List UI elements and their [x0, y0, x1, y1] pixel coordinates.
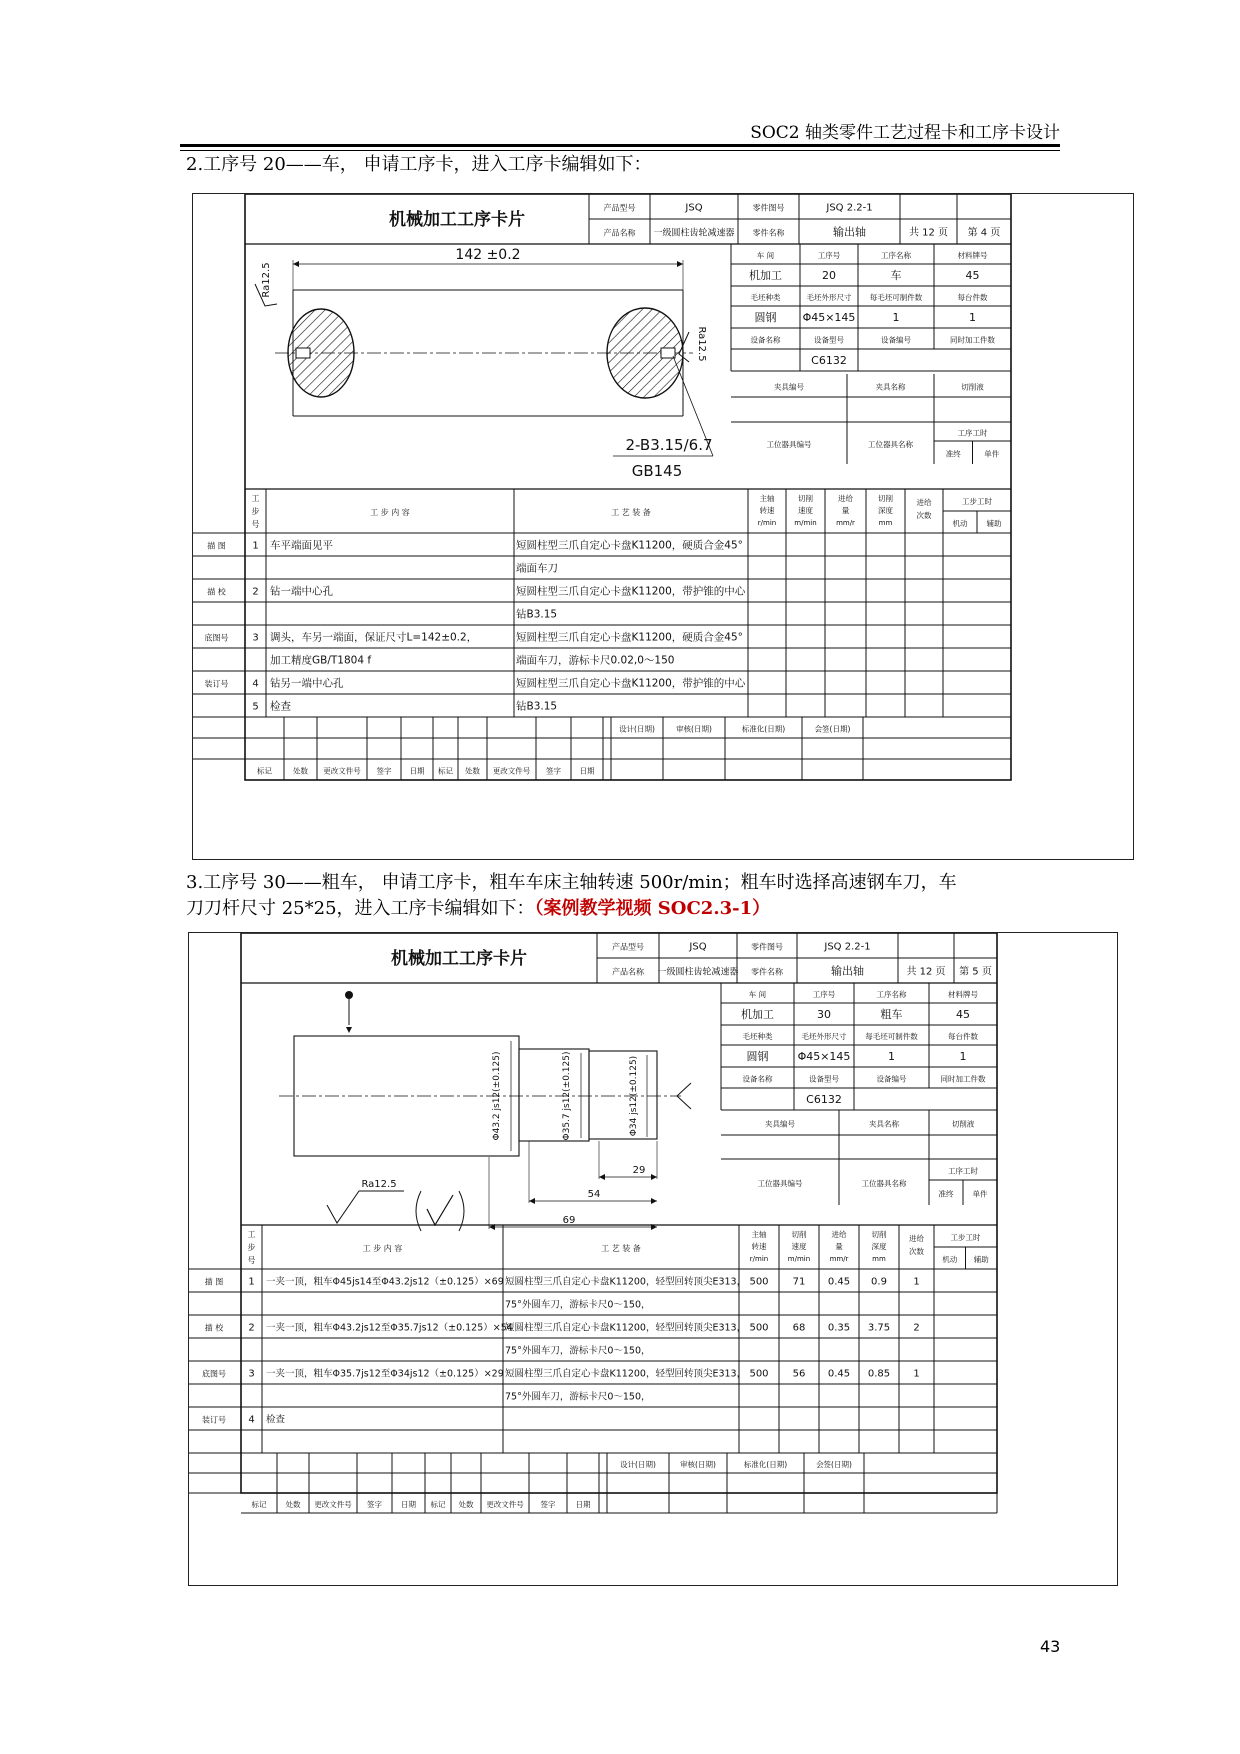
- label-station-name: 工位器具名称: [861, 1179, 907, 1188]
- center-hole-left: [296, 348, 310, 358]
- step-param: 500: [749, 1368, 769, 1380]
- step-segment-2: [519, 1049, 589, 1141]
- intro-op30-line2: [186, 896, 770, 922]
- step-number: 4: [252, 678, 259, 690]
- step-number: 1: [252, 540, 259, 552]
- step-param: 0.35: [827, 1322, 851, 1334]
- side-label: 底图号: [202, 1369, 226, 1379]
- footer-label: 日期: [579, 766, 595, 776]
- step-param: 0.9: [871, 1276, 887, 1288]
- footer-approval: 审核(日期): [676, 724, 712, 734]
- step-content: 车平端面见平: [270, 539, 333, 552]
- label-param: 量: [835, 1242, 843, 1251]
- side-label: 装订号: [202, 1415, 226, 1425]
- label-param-unit: m/min: [787, 1255, 811, 1263]
- step-content: 一夹一顶，粗车Φ45js14至Φ43.2js12（±0.125）×69: [266, 1276, 504, 1288]
- label-param: 切削: [878, 494, 893, 503]
- panel-cell: 圆钢: [746, 1050, 769, 1063]
- panel-cell: 1: [969, 311, 976, 324]
- roughness-text: Ra12.5: [361, 1179, 397, 1190]
- footer-approval: 标准化(日期): [743, 1460, 788, 1469]
- label-unit: 单件: [984, 449, 1000, 459]
- label-part-drawing: 零件图号: [752, 203, 785, 213]
- step-param: 500: [749, 1322, 769, 1334]
- value-equip-model: C6132: [806, 1093, 842, 1106]
- label-param-unit: r/min: [757, 519, 777, 527]
- card-op20-svg: [193, 194, 1133, 859]
- label-param: 深度: [878, 506, 893, 515]
- header-rule-thick: [180, 144, 1060, 147]
- label-param: 速度: [791, 1242, 807, 1251]
- value-product-model: JSQ: [689, 941, 707, 953]
- dim-arrow: [651, 1198, 657, 1204]
- dim-len3-text: 29: [632, 1165, 646, 1176]
- step-tooling: 75°外圆车刀，游标卡尺0～150，: [505, 1299, 651, 1311]
- panel-cell: 1: [892, 311, 900, 324]
- label-tooling: 工 艺 装 备: [611, 508, 651, 517]
- panel-cell: 工序号: [817, 251, 841, 260]
- step-tooling: 短圆柱型三爪自定心卡盘K11200，硬质合金45°: [516, 539, 743, 552]
- step-content: 钻另一端中心孔: [270, 677, 344, 690]
- value-page: 第 4 页: [967, 227, 1001, 239]
- label-part-drawing: 零件图号: [751, 942, 783, 952]
- footer-approval: 设计(日期): [620, 1460, 656, 1469]
- footer-approval: 标准化(日期): [741, 724, 786, 734]
- card-title: 机械加工工序卡片: [391, 949, 527, 969]
- dim-arrow-right: [677, 261, 683, 267]
- label-param: 切削: [871, 1230, 887, 1239]
- label-param-unit: mm: [878, 519, 893, 527]
- value-equip-model: C6132: [811, 354, 847, 367]
- panel-cell: 30: [817, 1008, 831, 1021]
- label-unit: 单件: [972, 1189, 988, 1199]
- label-coolant: 切削液: [961, 382, 984, 392]
- panel-cell: 机加工: [749, 269, 782, 282]
- panel-cell: 毛坯种类: [750, 293, 781, 302]
- footer-label: 处数: [293, 766, 308, 776]
- step-content: 检查: [270, 700, 291, 713]
- panel-cell: 毛坯种类: [742, 1032, 773, 1041]
- label-param-unit: m/min: [794, 519, 817, 527]
- panel-cell: 粗车: [880, 1008, 903, 1021]
- panel-cell: 毛坯外形尺寸: [801, 1032, 847, 1041]
- panel-cell: Φ45×145: [802, 311, 856, 324]
- panel-cell: 圆钢: [754, 311, 777, 324]
- footer-label: 日期: [401, 1500, 416, 1509]
- dim-dia2-text: Φ35.7 js12(±0.125): [562, 1051, 572, 1141]
- step-tooling: 短圆柱型三爪自定心卡盘K11200，硬质合金45°: [516, 631, 743, 644]
- step-param: 71: [792, 1276, 806, 1288]
- side-label: 描 图: [204, 1277, 224, 1287]
- label-prep: 准终: [938, 1189, 954, 1199]
- step-content: 一夹一顶，粗车Φ43.2js12至Φ35.7js12（±0.125）×54: [266, 1322, 513, 1334]
- label-param: 切削: [791, 1230, 807, 1239]
- label-step-no: 步: [247, 1243, 256, 1252]
- label-part-name: 零件名称: [752, 228, 785, 238]
- force-arrow: [346, 1027, 352, 1033]
- label-op-time: 工序工时: [948, 1166, 978, 1176]
- label-product-name: 产品名称: [603, 228, 636, 238]
- label-step-no: 工: [247, 1230, 256, 1239]
- label-param: 速度: [798, 506, 813, 515]
- panel-cell: 设备名称: [750, 335, 781, 345]
- dimension-text-length: 142 ±0.2: [455, 247, 521, 263]
- label-machine: 机动: [952, 519, 968, 528]
- panel-cell: 45: [956, 1008, 970, 1021]
- label-passes: 进给: [916, 498, 932, 507]
- step-param: 500: [749, 1276, 769, 1288]
- label-product-name: 产品名称: [612, 967, 644, 977]
- step-param: 1: [913, 1276, 920, 1288]
- dim-dia3-text: Φ34 js12(±0.125): [629, 1055, 639, 1137]
- label-part-name: 零件名称: [751, 967, 783, 977]
- footer-approval: 审核(日期): [680, 1460, 716, 1469]
- label-param: 切削: [798, 494, 813, 503]
- panel-cell: 1: [959, 1050, 967, 1063]
- step-content: 调头，车另一端面，保证尺寸L=142±0.2，: [270, 631, 478, 644]
- label-tooling: 工 艺 装 备: [601, 1244, 641, 1253]
- side-label: 描 校: [207, 587, 226, 597]
- value-product-model: JSQ: [685, 202, 703, 214]
- label-fixture-no: 夹具编号: [774, 382, 804, 392]
- footer-approval: 会签(日期): [814, 724, 851, 734]
- side-label: 描 图: [207, 541, 226, 551]
- panel-cell: 设备名称: [742, 1074, 773, 1084]
- step-number: 2: [252, 586, 259, 598]
- panel-cell: 设备编号: [876, 1074, 907, 1084]
- footer-label: 签字: [367, 1500, 382, 1509]
- step-content: 钻一端中心孔: [270, 585, 333, 598]
- value-total-pages: 共 12 页: [908, 227, 949, 239]
- dim-arrow: [599, 1174, 605, 1180]
- label-station-no: 工位器具编号: [766, 440, 812, 449]
- roughness-left: Ra12.5: [261, 262, 272, 298]
- label-fixture-no: 夹具编号: [765, 1119, 795, 1129]
- dim-len1-text: 69: [562, 1215, 576, 1226]
- panel-cell: 同时加工件数: [950, 335, 995, 345]
- panel-cell: 设备型号: [809, 1074, 839, 1084]
- step-tooling: 短圆柱型三爪自定心卡盘K11200，轻型回转顶尖E313，: [505, 1368, 747, 1380]
- step-tooling: 端面车刀，游标卡尺0.02,0～150: [516, 654, 675, 667]
- step-content: 加工精度GB/T1804 f: [270, 654, 372, 667]
- label-aux: 辅助: [973, 1255, 989, 1264]
- step-tooling: 短圆柱型三爪自定心卡盘K11200，带护锥的中心: [516, 677, 746, 690]
- label-passes: 次数: [909, 1247, 924, 1256]
- label-param: 主轴: [759, 494, 775, 503]
- value-product-name: 一级圆柱齿轮减速器: [653, 228, 735, 239]
- footer-label: 标记: [430, 1500, 446, 1509]
- label-param: 进给: [831, 1230, 847, 1239]
- label-station-name: 工位器具名称: [868, 440, 913, 449]
- value-total-pages: 共 12 页: [906, 966, 946, 978]
- label-param-unit: mm/r: [829, 1255, 849, 1263]
- label-passes: 次数: [916, 511, 932, 520]
- step-tooling: 钻B3.15: [516, 608, 558, 621]
- label-station-no: 工位器具编号: [757, 1179, 803, 1188]
- step-tooling: 短圆柱型三爪自定心卡盘K11200，轻型回转顶尖E313，: [505, 1276, 747, 1288]
- value-part-drawing: JSQ 2.2-1: [824, 941, 871, 953]
- value-page: 第 5 页: [959, 966, 992, 978]
- label-param-unit: mm: [872, 1255, 886, 1263]
- step-tooling: 短圆柱型三爪自定心卡盘K11200，带护锥的中心: [516, 585, 746, 598]
- panel-cell: 材料牌号: [957, 251, 988, 260]
- label-op-time: 工序工时: [957, 428, 988, 438]
- footer-label: 标记: [257, 766, 272, 776]
- dim-arrow-left: [293, 261, 299, 267]
- footer-label: 标记: [251, 1500, 267, 1509]
- footer-label: 处数: [465, 766, 480, 776]
- roughness-symbol: [327, 1191, 404, 1223]
- panel-cell: 设备编号: [881, 335, 911, 345]
- panel-cell: Φ45×145: [797, 1050, 851, 1063]
- step-param: 68: [792, 1322, 806, 1334]
- panel-cell: 20: [822, 269, 836, 282]
- step-number: 4: [248, 1414, 255, 1426]
- footer-label: 签字: [546, 766, 561, 776]
- intro-op30-text: 刀刀杆尺寸 25*25，进入工序卡编辑如下：: [186, 898, 535, 919]
- dim-arrow: [651, 1174, 657, 1180]
- dim-len2-text: 54: [587, 1189, 601, 1200]
- header-rule-thin: [180, 150, 1060, 151]
- label-param: 深度: [871, 1242, 887, 1251]
- panel-cell: 材料牌号: [948, 990, 978, 999]
- label-product-model: 产品型号: [603, 203, 636, 213]
- card-op30-svg: [189, 933, 1117, 1585]
- step-param: 0.45: [827, 1368, 851, 1380]
- value-product-name: 一级圆柱齿轮减速器: [657, 967, 739, 978]
- process-card-op30: [188, 932, 1118, 1586]
- panel-cell: 每台件数: [948, 1032, 978, 1041]
- value-part-drawing: JSQ 2.2-1: [826, 202, 873, 214]
- step-number: 3: [252, 632, 259, 644]
- footer-label: 更改文件号: [323, 766, 361, 776]
- panel-cell: 45: [965, 269, 980, 282]
- value-part-name: 输出轴: [831, 964, 864, 978]
- panel-cell: 设备型号: [814, 335, 844, 345]
- step-content: 一夹一顶，粗车Φ35.7js12至Φ34js12（±0.125）×29: [266, 1368, 504, 1380]
- footer-approval: 设计(日期): [619, 724, 655, 734]
- footer-label: 更改文件号: [314, 1500, 352, 1509]
- step-tooling: 短圆柱型三爪自定心卡盘K11200，轻型回转顶尖E313，: [505, 1322, 747, 1334]
- step-tooling: 端面车刀: [516, 562, 558, 575]
- value-part-name: 输出轴: [833, 225, 866, 239]
- step-param: 56: [792, 1368, 806, 1380]
- label-param: 转速: [751, 1242, 767, 1251]
- label-fixture-name: 夹具名称: [875, 382, 906, 392]
- intro-op30-line1: 3.工序号 30——粗车， 申请工序卡，粗车车床主轴转速 500r/min；粗车时选择高速钢车刀，车: [186, 872, 957, 893]
- side-label: 描 校: [204, 1323, 224, 1333]
- footer-label: 处数: [285, 1500, 301, 1509]
- label-param: 量: [841, 506, 850, 515]
- video-reference[interactable]: （案例教学视频 SOC2.3-1）: [534, 898, 771, 919]
- page-number: 43: [1040, 1637, 1061, 1656]
- step-param: 0.45: [827, 1276, 851, 1288]
- footer-label: 日期: [575, 1500, 591, 1509]
- footer-label: 处数: [458, 1500, 474, 1509]
- panel-cell: 工序名称: [876, 990, 907, 999]
- step-param: 1: [913, 1368, 920, 1380]
- panel-cell: 每毛坯可制件数: [865, 1032, 918, 1041]
- panel-cell: 同时加工件数: [940, 1074, 986, 1084]
- card-title: 机械加工工序卡片: [389, 210, 525, 230]
- label-step-time: 工步工时: [950, 1233, 981, 1242]
- label-aux: 辅助: [986, 519, 1002, 528]
- center-hole-standard: GB145: [631, 462, 683, 480]
- roughness-right: Ra12.5: [696, 326, 707, 362]
- intro-op20: 2.工序号 20——车， 申请工序卡，进入工序卡编辑如下：: [186, 154, 652, 175]
- footer-approval: 会签(日期): [816, 1460, 852, 1469]
- step-number: 2: [248, 1322, 255, 1334]
- label-step-time: 工步工时: [962, 497, 992, 506]
- check-mark: [427, 1195, 453, 1225]
- footer-label: 更改文件号: [492, 766, 531, 776]
- panel-cell: 每毛坯可制件数: [869, 293, 923, 302]
- step-content: 检查: [266, 1414, 286, 1426]
- page-header: SOC2 轴类零件工艺过程卡和工序卡设计: [750, 123, 1060, 143]
- footer-label: 日期: [409, 766, 425, 776]
- step-number: 3: [248, 1368, 255, 1380]
- step-param: 0.85: [867, 1368, 891, 1380]
- center-hole-spec: 2-B3.15/6.7: [625, 436, 713, 454]
- step-tooling: 75°外圆车刀，游标卡尺0～150，: [505, 1345, 651, 1357]
- label-machine: 机动: [942, 1255, 958, 1264]
- label-step-no: 工: [251, 494, 260, 503]
- footer-label: 签字: [376, 766, 392, 776]
- dim-dia1-text: Φ43.2 js12(±0.125): [492, 1051, 502, 1141]
- label-coolant: 切削液: [951, 1119, 975, 1129]
- side-label: 底图号: [204, 633, 229, 643]
- panel-cell: 1: [888, 1050, 895, 1063]
- panel-cell: 毛坯外形尺寸: [806, 293, 852, 302]
- dim-arrow: [529, 1198, 535, 1204]
- label-param: 转速: [759, 506, 775, 515]
- step-number: 5: [252, 701, 259, 713]
- label-param-unit: r/min: [749, 1255, 769, 1263]
- step-number: 1: [248, 1276, 255, 1288]
- label-step-no: 号: [251, 520, 260, 529]
- label-param: 进给: [838, 494, 853, 503]
- label-param-unit: mm/r: [836, 519, 855, 527]
- label-passes: 进给: [909, 1234, 924, 1243]
- label-prep: 准终: [945, 449, 961, 459]
- label-step-content: 工 步 内 容: [370, 508, 410, 517]
- footer-label: 签字: [540, 1500, 556, 1509]
- step-tooling: 75°外圆车刀，游标卡尺0～150，: [505, 1391, 651, 1403]
- panel-cell: 车: [890, 269, 902, 282]
- step-param: 2: [913, 1322, 920, 1334]
- panel-cell: 车 间: [748, 990, 767, 999]
- label-step-no: 号: [247, 1256, 256, 1265]
- panel-cell: 每台件数: [957, 293, 988, 302]
- panel-cell: 工序名称: [881, 251, 911, 260]
- footer-label: 更改文件号: [486, 1500, 524, 1509]
- panel-cell: 车 间: [756, 251, 775, 260]
- panel-cell: 机加工: [741, 1008, 774, 1021]
- process-card-op20: [192, 193, 1134, 860]
- label-product-model: 产品型号: [612, 942, 644, 952]
- label-param: 主轴: [751, 1230, 767, 1239]
- label-step-content: 工 步 内 容: [362, 1244, 403, 1253]
- footer-label: 标记: [438, 766, 453, 776]
- side-label: 装订号: [204, 679, 229, 689]
- label-step-no: 步: [251, 507, 260, 516]
- step-param: 3.75: [867, 1322, 891, 1334]
- step-tooling: 钻B3.15: [516, 700, 558, 713]
- label-fixture-name: 夹具名称: [869, 1119, 899, 1129]
- panel-cell: 工序号: [812, 990, 836, 999]
